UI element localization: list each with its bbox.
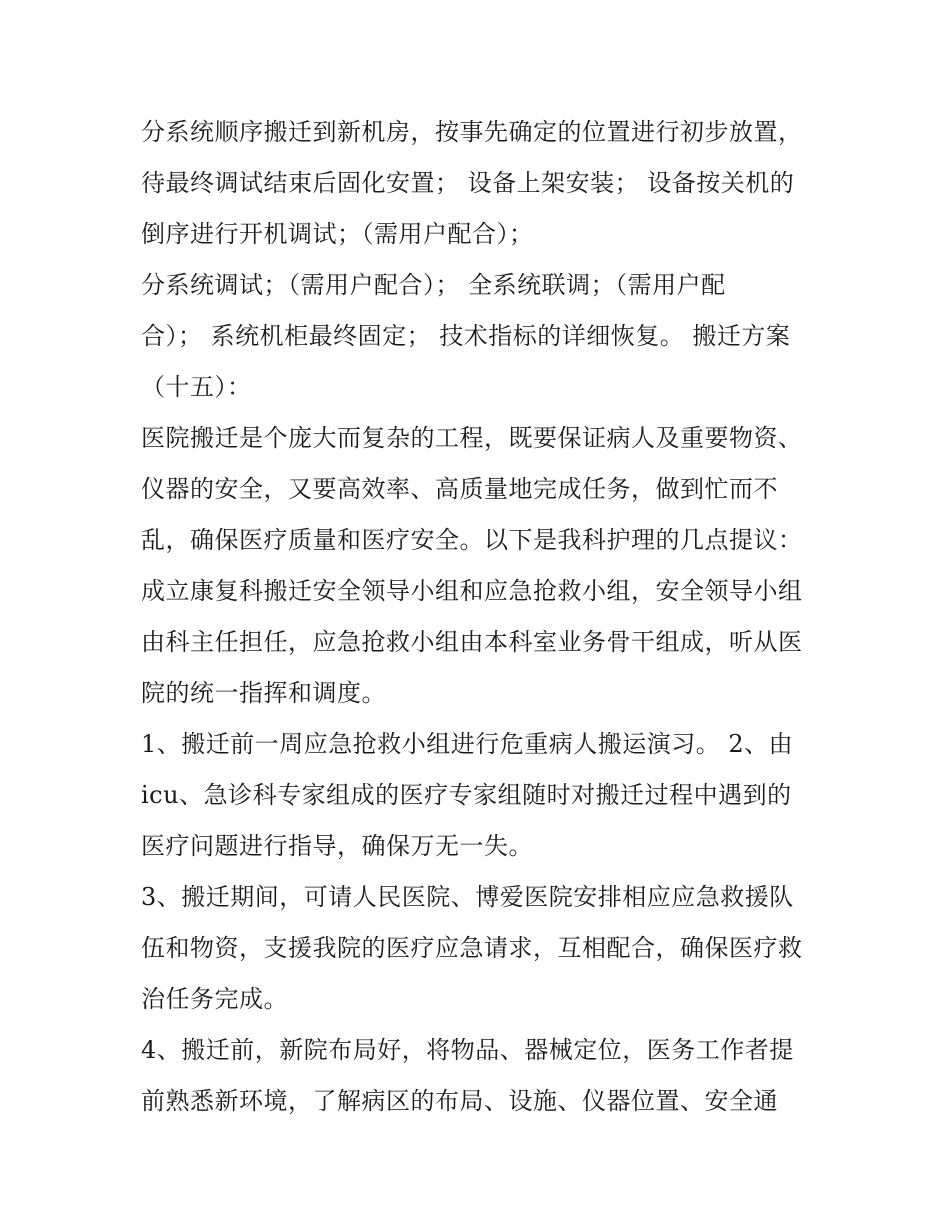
text-line: 1、搬迁前一周应急抢救小组进行危重病人搬运演习。 2、由	[141, 730, 794, 758]
text-line: 3、搬迁期间，可请人民医院、博爱医院安排相应应急救援队	[141, 883, 794, 911]
text-line: 倒序进行开机调试；（需用户配合）；	[141, 220, 534, 248]
text-line: 由科主任担任，应急抢救小组由本科室业务骨干组成，听从医	[141, 628, 803, 656]
text-line: 医疗问题进行指导，确保万无一失。	[141, 832, 533, 860]
text-line: 分系统调试；（需用户配合）； 全系统联调；（需用户配	[141, 271, 726, 299]
text-line: 前熟悉新环境，了解病区的布局、设施、仪器位置、安全通	[141, 1087, 778, 1115]
text-line: 伍和物资，支援我院的医疗应急请求，互相配合，确保医疗救	[141, 934, 803, 962]
text-line: 仪器的安全，又要高效率、高质量地完成任务，做到忙而不	[141, 475, 778, 503]
text-line: （十五）：	[141, 373, 252, 401]
text-line: 医院搬迁是个庞大而复杂的工程，既要保证病人及重要物资、	[141, 424, 803, 452]
text-line: icu、急诊科专家组成的医疗专家组随时对搬迁过程中遇到的	[141, 781, 792, 809]
text-line: 成立康复科搬迁安全领导小组和应急抢救小组，安全领导小组	[141, 577, 803, 605]
text-line: 乱，确保医疗质量和医疗安全。以下是我科护理的几点提议：	[141, 526, 803, 554]
text-line: 治任务完成。	[141, 985, 288, 1013]
text-line: 待最终调试结束后固化安置； 设备上架安装； 设备按关机的	[141, 169, 795, 197]
text-line: 分系统顺序搬迁到新机房，按事先确定的位置进行初步放置，	[141, 118, 803, 146]
text-line: 合）； 系统机柜最终固定； 技术指标的详细恢复。 搬迁方案	[141, 322, 791, 350]
document-body	[141, 107, 821, 1127]
text-line: 院的统一指挥和调度。	[141, 679, 386, 707]
text-line: 4、搬迁前，新院布局好，将物品、器械定位，医务工作者提	[141, 1036, 794, 1064]
